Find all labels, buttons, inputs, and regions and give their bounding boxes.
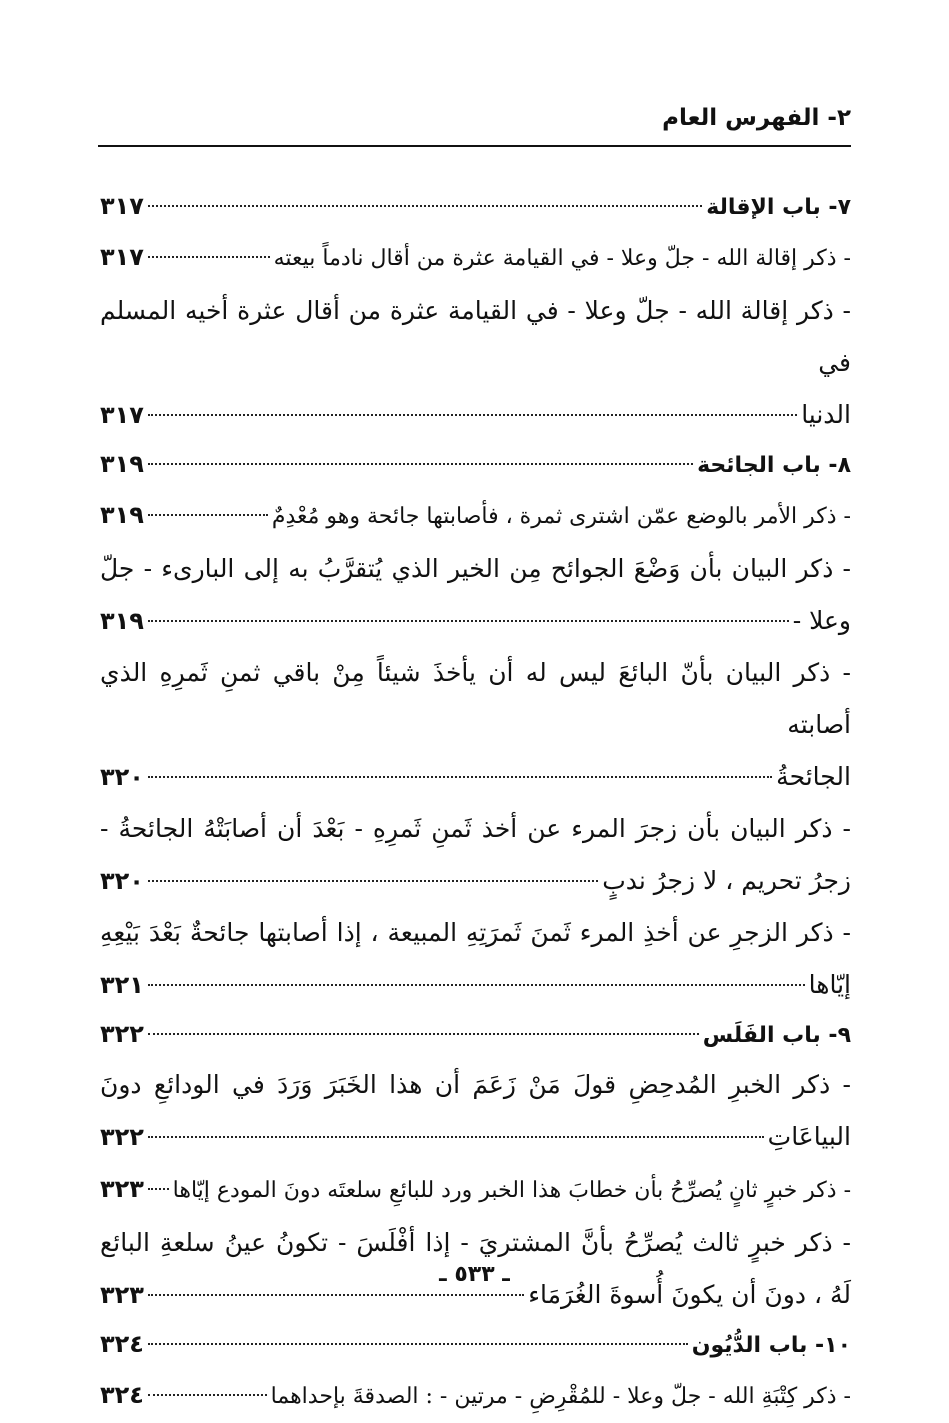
index-entry	[100, 1369, 851, 1423]
entry-title: - ذكر البيان بأنّ البائعَ ليس له أن يأخذَ شيئاً مِنْ باقي ثمنِ ثَمرِهِ الذي أصابته	[100, 658, 851, 739]
page-reference: ٣١٧	[100, 192, 144, 220]
dot-leader	[148, 205, 702, 207]
index-entry	[100, 907, 851, 1011]
entry-title: - ذكر كِتْبَةِ الله - جلّ وعلا - للمُقْرِضِ - مرتين - : الصدقةَ بإحداهما	[270, 1384, 851, 1409]
dot-leader	[148, 514, 268, 516]
page-reference: ٣١٩	[100, 450, 144, 478]
dot-leader	[148, 463, 693, 465]
chapter-heading	[100, 1321, 851, 1369]
entry-last-line	[100, 1111, 851, 1163]
entry-continuation: وعلا -	[792, 606, 851, 635]
index-entry	[100, 1163, 851, 1217]
page-reference: ٣٢٣	[100, 1175, 144, 1203]
page-reference: ٣٢٤	[100, 1330, 144, 1358]
page-reference: ٣١٩	[100, 607, 144, 635]
index-entry	[100, 489, 851, 543]
page-reference: ٣٢٢	[100, 1020, 144, 1048]
page-reference: ٣٢١	[100, 971, 144, 999]
index-entry	[100, 803, 851, 907]
page-reference: ٣٢٤	[100, 1381, 144, 1409]
dot-leader	[148, 1343, 688, 1345]
entry-last-line	[100, 959, 851, 1011]
dot-leader	[148, 414, 797, 416]
index-entry	[100, 543, 851, 647]
page-reference: ٣٢٣	[100, 1281, 144, 1309]
entry-continuation: زجرُ تحريم ، لا زجرُ ندبٍ	[602, 866, 851, 895]
dot-leader	[148, 880, 598, 882]
entry-last-line	[100, 751, 851, 803]
entry-title: ٧- باب الإقالة	[706, 195, 851, 220]
entry-title: ٨- باب الجائحة	[697, 453, 851, 478]
page-reference: ٣١٧	[100, 243, 144, 271]
entry-title: - ذكر البيان بأن وَضْعَ الجوائح مِن الخير الذي يُتقرَّبُ به إلى البارىء - جلّ	[100, 554, 851, 583]
dot-leader	[148, 1188, 169, 1190]
entry-title: - ذكر الزجرِ عن أخذِ المرء ثَمنَ ثَمرَتِهِ المبيعة ، إذا أصابتها جائحةٌ بَعْدَ بَيْعِهِ	[100, 918, 851, 947]
entry-continuation: إيّاها	[808, 970, 851, 999]
dot-leader	[148, 256, 270, 258]
entry-title: ٩- باب الفَلَس	[702, 1023, 851, 1048]
page-reference: ٣٢٠	[100, 763, 144, 791]
entry-title: - ذكر إقالة الله - جلّ وعلا - في القيامة عثرة من أقال عثرة أخيه المسلم في	[100, 296, 851, 377]
index-list	[100, 183, 851, 1423]
running-head: ٢- الفهرس العام	[662, 105, 851, 131]
index-entry	[100, 231, 851, 285]
dot-leader	[148, 776, 772, 778]
index-entry	[100, 285, 851, 441]
page-reference: ٣٢٢	[100, 1123, 144, 1151]
dot-leader	[148, 1294, 524, 1296]
header-rule	[98, 145, 851, 147]
entry-last-line	[100, 855, 851, 907]
chapter-heading	[100, 441, 851, 489]
dot-leader	[148, 1033, 699, 1035]
dot-leader	[148, 620, 789, 622]
entry-continuation: الدنيا	[801, 400, 851, 429]
entry-title: - ذكر الأمر بالوضع عمّن اشترى ثمرة ، فأصابتها جائحة وهو مُعْدِمٌ	[271, 504, 851, 529]
entry-continuation: الجائحةُ	[776, 762, 851, 791]
page-reference: ٣١٩	[100, 501, 144, 529]
entry-title: - ذكر إقالة الله - جلّ وعلا - في القيامة عثرة من أقال نادماً بيعته	[273, 246, 851, 271]
chapter-heading	[100, 1011, 851, 1059]
page-reference: ٣١٧	[100, 401, 144, 429]
dot-leader	[148, 1136, 764, 1138]
entry-title: - ذكر خبرٍ ثانٍ يُصرِّحُ بأن خطابَ هذا الخبر ورد للبائعِ سلعتَه دونَ المودع إيّاها	[172, 1178, 851, 1203]
dot-leader	[148, 1394, 267, 1396]
dot-leader	[148, 984, 805, 986]
entry-title: - ذكر خبرٍ ثالث يُصرِّحُ بأنَّ المشتريَ - إذا أفْلَسَ - تكونُ عينُ سلعةِ البائع	[100, 1228, 851, 1257]
entry-last-line	[100, 389, 851, 441]
entry-continuation: لَهُ ، دونَ أن يكونَ أُسوةَ الغُرَمَاء	[528, 1280, 851, 1309]
chapter-heading	[100, 183, 851, 231]
page-number-footer: ـ ٥٣٣ ـ	[439, 1262, 510, 1287]
entry-title: ١٠- باب الدُّيُون	[691, 1333, 851, 1358]
index-entry	[100, 1059, 851, 1163]
index-entry	[100, 647, 851, 803]
page-reference: ٣٢٠	[100, 867, 144, 895]
entry-title: - ذكر الخبرِ المُدحِضِ قولَ مَنْ زَعَمَ أن هذا الخَبَرَ وَرَدَ في الودائعِ دونَ	[100, 1070, 851, 1099]
entry-last-line	[100, 595, 851, 647]
entry-title: - ذكر البيان بأن زجرَ المرء عن أخذ ثَمنِ ثَمرِهِ - بَعْدَ أن أصابَتْهُ الجائحةُ -	[100, 814, 851, 843]
entry-continuation: البياعَاتِ	[767, 1122, 851, 1151]
